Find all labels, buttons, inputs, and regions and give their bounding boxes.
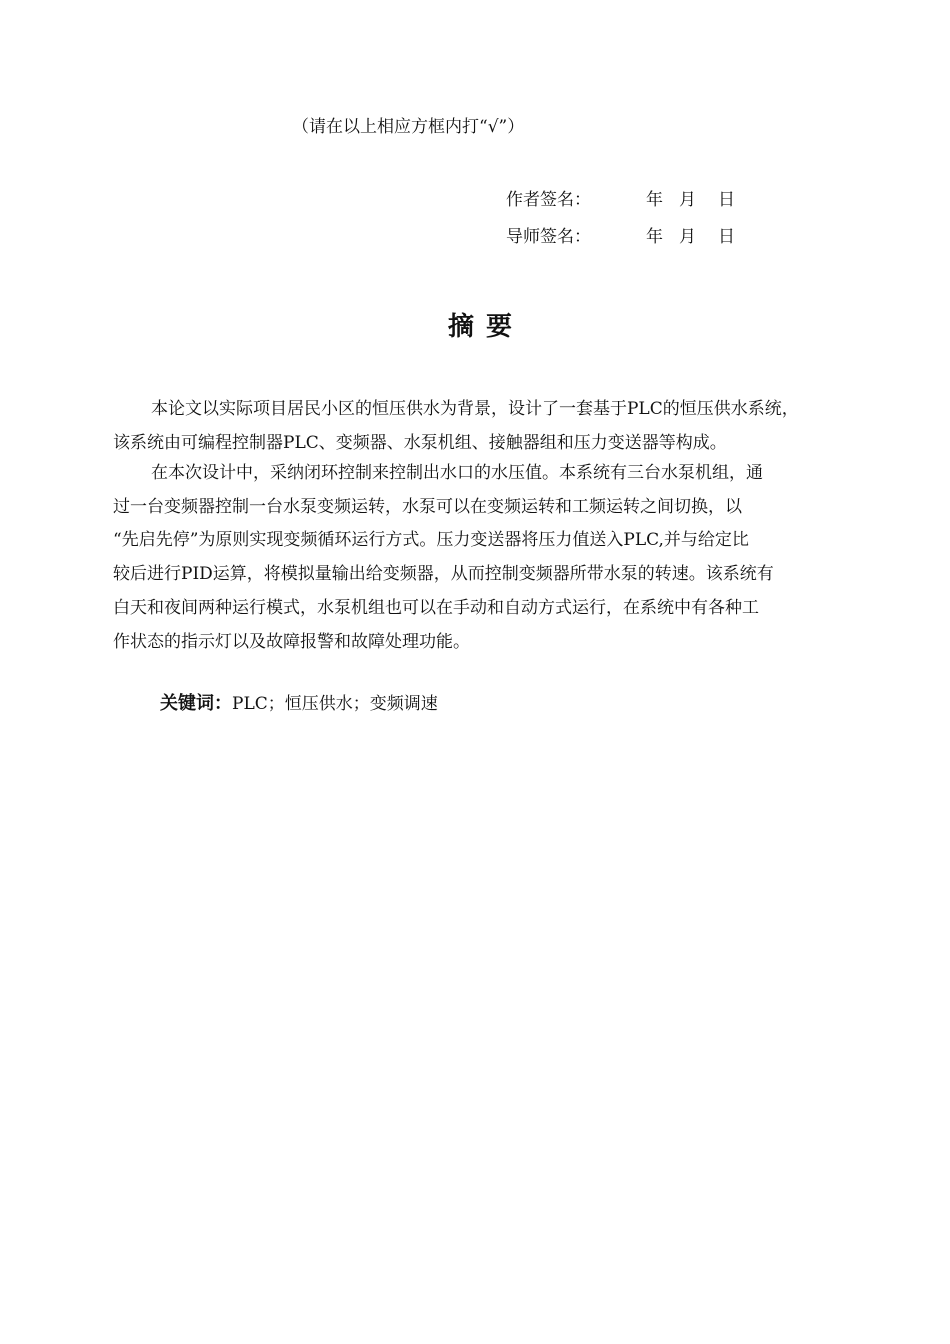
abstract-heading: 摘要 bbox=[447, 312, 524, 342]
advisor-signature-label: 导师签名： bbox=[506, 227, 591, 247]
keywords-line bbox=[160, 692, 438, 716]
paragraph-line: “先启先停”为原则实现变频循环运行方式。压力变送器将压力值送入PLC,并与给定比 bbox=[113, 530, 749, 551]
paragraph-line: 在本次设计中，采纳闭环控制来控制出水口的水压值。本系统有三台水泵机组，通 bbox=[151, 463, 763, 483]
abstract-paragraph-1 bbox=[113, 393, 883, 460]
paragraph-line: 较后进行PID运算，将模拟量输出给变频器，从而控制变频器所带水泵的转速。该系统有 bbox=[113, 564, 774, 585]
author-date-month: 月 bbox=[679, 190, 696, 210]
abstract-paragraph-2 bbox=[113, 457, 883, 659]
advisor-date-year: 年 bbox=[646, 227, 663, 247]
author-date-year: 年 bbox=[646, 190, 663, 210]
author-date-day: 日 bbox=[718, 190, 735, 210]
paragraph-line: 过一台变频器控制一台水泵变频运转，水泵可以在变频运转和工频运转之间切换，以 bbox=[113, 496, 742, 517]
paragraph-line: 本论文以实际项目居民小区的恒压供水为背景，设计了一套基于PLC的恒压供水系统， bbox=[151, 399, 799, 419]
paragraph-line: 作状态的指示灯以及故障报警和故障处理功能。 bbox=[113, 631, 470, 652]
paragraph-line: 该系统由可编程控制器PLC、变频器、水泵机组、接触器组和压力变送器等构成。 bbox=[113, 432, 727, 453]
author-signature-label: 作者签名： bbox=[506, 190, 591, 210]
checkbox-instruction: （请在以上相应方框内打“√”） bbox=[292, 117, 525, 137]
keywords-text: PLC；恒压供水；变频调速 bbox=[232, 694, 438, 714]
advisor-date-month: 月 bbox=[679, 227, 696, 247]
advisor-date-day: 日 bbox=[718, 227, 735, 247]
keywords-label: 关键词： bbox=[160, 693, 232, 714]
paragraph-line: 白天和夜间两种运行模式，水泵机组也可以在手动和自动方式运行，在系统中有各种工 bbox=[113, 597, 759, 618]
